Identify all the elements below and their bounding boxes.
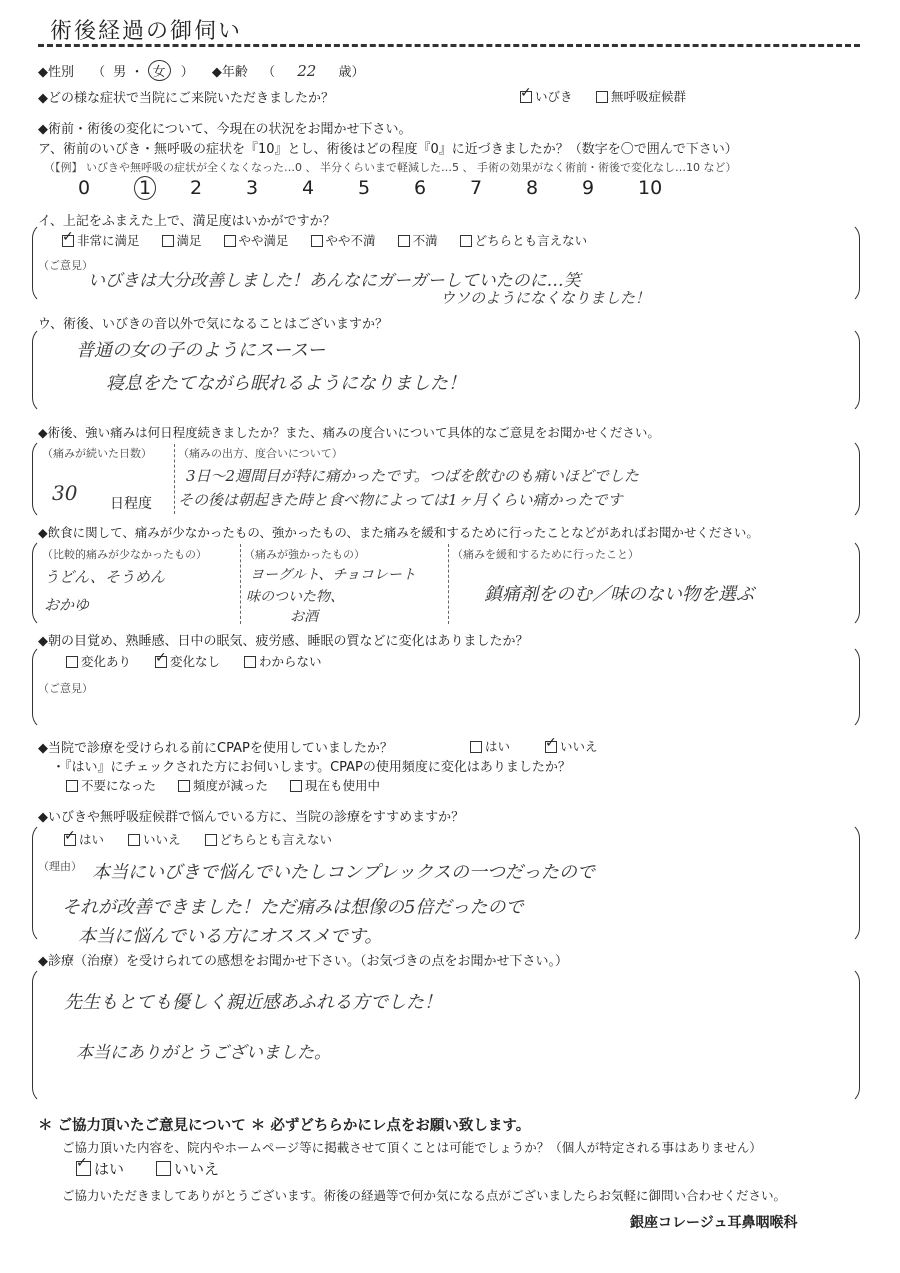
checkbox-icon[interactable] xyxy=(64,834,76,846)
checkbox-icon[interactable] xyxy=(66,656,78,668)
scale-0[interactable]: 0 xyxy=(78,177,91,199)
satisfaction-answer-line1[interactable]: いびきは大分改善しました！あんなにガーガーしていたのに…笑 xyxy=(88,271,581,291)
recommend-question: ◆いびきや無呼吸症候群で悩んでいる方に、当院の診療をすすめますか？ xyxy=(38,810,465,825)
satisfaction-option[interactable]: 不満 xyxy=(398,233,438,248)
sleep-option[interactable]: わからない xyxy=(244,654,322,669)
scale-6[interactable]: 6 xyxy=(414,177,427,199)
checkbox-icon[interactable] xyxy=(244,656,256,668)
column-divider xyxy=(174,444,175,514)
food-question: ◆飲食に関して、痛みが少なかったもの、強かったもの、また痛みを緩和するために行ったことなどがあればお聞かせください。 xyxy=(38,525,759,540)
sleep-option[interactable]: 変化あり xyxy=(66,654,131,669)
pain-days-value[interactable]: 30 xyxy=(52,481,78,505)
other-question: ウ、術後、いびきの音以外で気になることはございますか？ xyxy=(38,317,388,332)
cpap-sub-question: ・『はい』にチェックされた方にお伺いします。CPAPの使用頻度に変化はありましたか？ xyxy=(52,760,571,775)
food-relief-label: （痛みを緩和するために行ったこと） xyxy=(452,548,639,561)
recommend-answer-line3[interactable]: 本当に悩んでいる方にオススメです。 xyxy=(78,926,383,947)
change-heading: ◆術前・術後の変化について、今現在の状況をお聞かせ下さい。 xyxy=(38,122,412,137)
food-less-line1[interactable]: うどん、そうめん xyxy=(44,568,165,586)
pain-detail-line2[interactable]: その後は朝起きた時と食べ物によっては1ヶ月くらい痛かったです xyxy=(178,491,623,509)
checkbox-icon[interactable] xyxy=(205,834,217,846)
consent-option-yes[interactable]: ✓はい xyxy=(76,1158,124,1179)
satisfaction-option[interactable]: ✓非常に満足 xyxy=(62,233,140,248)
checkbox-icon[interactable] xyxy=(76,1161,91,1176)
impression-box xyxy=(32,966,860,1104)
recommend-answer-line2[interactable]: それが改善できました！ただ痛みは想像の5倍だったので xyxy=(62,897,524,918)
satisfaction-answer-line2[interactable]: ウソのようになくなりました！ xyxy=(440,289,651,307)
pain-detail-line1[interactable]: 3日〜2週間目が特に痛かったです。つばを飲むのも痛いほどでした xyxy=(186,467,639,485)
checkbox-icon[interactable] xyxy=(66,780,78,792)
satisfaction-option[interactable]: 満足 xyxy=(162,233,202,248)
checkbox-icon[interactable] xyxy=(545,741,557,753)
sleep-question: ◆朝の目覚め、熟睡感、日中の眠気、疲労感、睡眠の質などに変化はありましたか？ xyxy=(38,634,529,649)
column-divider xyxy=(448,544,449,624)
checkbox-icon[interactable] xyxy=(62,235,74,247)
gender-female-selected[interactable]: 女 xyxy=(148,60,171,81)
checkbox-icon[interactable] xyxy=(460,235,472,247)
checkbox-icon[interactable] xyxy=(520,91,532,103)
gender-row xyxy=(38,60,364,81)
checkbox-icon[interactable] xyxy=(596,91,608,103)
cpap-sub-option[interactable]: 現在も使用中 xyxy=(290,778,380,793)
scale-10[interactable]: 10 xyxy=(638,177,663,199)
recommend-option[interactable]: ✓はい xyxy=(64,832,104,847)
recommend-option[interactable]: どちらとも言えない xyxy=(205,832,333,847)
age-value[interactable]: 22 xyxy=(297,62,317,80)
symptom-question: ◆どの様な症状で当院にご来院いただきましたか？ xyxy=(38,91,334,106)
gender-open: （ xyxy=(92,65,106,80)
symptom-option-snoring[interactable]: ✓ いびき xyxy=(520,87,573,105)
age-unit: 歳） xyxy=(338,65,365,80)
scale-7[interactable]: 7 xyxy=(470,177,483,199)
consent-thanks: ご協力いただきましてありがとうございます。術後の経過等で何か気になる点がございましたらお気軽に御問い合わせください。 xyxy=(62,1188,787,1203)
scale-9[interactable]: 9 xyxy=(582,177,595,199)
scale-3[interactable]: 3 xyxy=(246,177,259,199)
consent-question: ご協力頂いた内容を、院内やホームページ等に掲載させて頂くことは可能でしょうか？（個人が特定される事はありません） xyxy=(62,1140,762,1155)
checkbox-icon[interactable] xyxy=(156,1161,171,1176)
sleep-options xyxy=(66,652,322,670)
cpap-sub-option[interactable]: 頻度が減った xyxy=(178,778,268,793)
cpap-sub-options xyxy=(66,776,380,794)
cpap-question: ◆当院で診療を受けられる前にCPAPを使用していましたか？ xyxy=(38,741,393,756)
impression-answer-line1[interactable]: 先生もとても優しく親近感あふれる方でした！ xyxy=(64,992,442,1013)
checkbox-icon[interactable] xyxy=(155,656,167,668)
impression-question: ◆診療（治療）を受けられての感想をお聞かせ下さい。（お気づきの点をお聞かせ下さい。） xyxy=(38,954,568,969)
satisfaction-opinion-label: （ご意見） xyxy=(38,259,93,272)
food-strong-label: （痛みが強かったもの） xyxy=(244,548,365,561)
sleep-opinion-label: （ご意見） xyxy=(38,682,93,695)
food-less-label: （比較的痛みが少なかったもの） xyxy=(42,548,207,561)
recommend-answer-line1[interactable]: 本当にいびきで悩んでいたしコンプレックスの一つだったので xyxy=(92,862,595,883)
checkbox-icon[interactable] xyxy=(178,780,190,792)
clinic-name: 銀座コレージュ耳鼻咽喉科 xyxy=(630,1215,798,1231)
checkbox-icon[interactable] xyxy=(311,235,323,247)
food-strong-line1[interactable]: ヨーグルト、チョコレート xyxy=(250,567,416,583)
impression-answer-line2[interactable]: 本当にありがとうございました。 xyxy=(76,1043,331,1063)
checkbox-icon[interactable] xyxy=(470,741,482,753)
food-strong-line2[interactable]: 味のついた物、 xyxy=(246,589,344,605)
title-divider xyxy=(38,44,860,47)
pain-days-label: （痛みが続いた日数） xyxy=(42,447,152,460)
change-example: （【例】 いびきや無呼吸の症状が全くなくなった…0 、 半分くらいまで軽減した…5 、 手術の効果がなく術前・術後で変化なし…10 など） xyxy=(44,161,737,174)
severity-scale xyxy=(78,176,678,200)
pain-question: ◆術後、強い痛みは何日程度続きましたか？また、痛みの度合いについて具体的なご意見をお聞かせください。 xyxy=(38,425,660,440)
scale-4[interactable]: 4 xyxy=(302,177,315,199)
scale-8[interactable]: 8 xyxy=(526,177,539,199)
satisfaction-options xyxy=(62,231,587,249)
other-answer-line2[interactable]: 寝息をたてながら眠れるようになりました！ xyxy=(106,373,466,394)
age-label: ◆年齢 xyxy=(211,65,248,80)
age-open: （ xyxy=(262,65,276,80)
recommend-option[interactable]: いいえ xyxy=(128,832,181,847)
food-less-line2[interactable]: おかゆ xyxy=(44,596,90,614)
food-strong-line3[interactable]: お酒 xyxy=(290,609,318,625)
satisfaction-option[interactable]: やや満足 xyxy=(224,233,289,248)
cpap-option-no[interactable]: ✓ いいえ xyxy=(545,737,598,755)
scale-5[interactable]: 5 xyxy=(358,177,371,199)
satisfaction-option[interactable]: どちらとも言えない xyxy=(460,233,588,248)
consent-option-no[interactable]: いいえ xyxy=(156,1158,219,1179)
checkbox-icon[interactable] xyxy=(290,780,302,792)
recommend-options xyxy=(64,830,332,848)
consent-heading: ＊ ご協力頂いたご意見について ＊ 必ずどちらかにレ点をお願い致します。 xyxy=(38,1118,531,1134)
cpap-sub-option[interactable]: 不要になった xyxy=(66,778,156,793)
scale-1-selected[interactable]: 1 xyxy=(134,176,156,200)
recommend-reason-label: （理由） xyxy=(38,860,82,873)
pain-days-unit: 日程度 xyxy=(110,496,152,512)
gender-label: ◆性別 xyxy=(38,65,74,80)
food-relief-line1[interactable]: 鎮痛剤をのむ／味のない物を選ぶ xyxy=(484,584,754,605)
scale-2[interactable]: 2 xyxy=(190,177,203,199)
checkbox-icon[interactable] xyxy=(162,235,174,247)
sleep-option[interactable]: ✓ 変化なし xyxy=(155,654,220,669)
checkbox-icon[interactable] xyxy=(224,235,236,247)
page-title: 術後経過の御伺い xyxy=(50,19,243,44)
change-question: ア、術前のいびき・無呼吸の症状を『10』とし、術後はどの程度『0』に近づきましたか？（数字を〇で囲んで下さい） xyxy=(38,142,738,157)
pain-detail-label: （痛みの出方、度合いについて） xyxy=(178,447,343,460)
column-divider xyxy=(240,544,241,624)
other-answer-line1[interactable]: 普通の女の子のようにスースー xyxy=(76,340,326,361)
checkbox-icon[interactable] xyxy=(398,235,410,247)
satisfaction-option[interactable]: やや不満 xyxy=(311,233,376,248)
gender-male[interactable]: 男 xyxy=(113,65,127,80)
satisfaction-question: イ、上記をふまえた上で、満足度はいかがですか？ xyxy=(38,214,336,229)
checkbox-icon[interactable] xyxy=(128,834,140,846)
gender-close: ） xyxy=(180,65,194,80)
cpap-option-yes[interactable]: はい xyxy=(470,737,510,755)
symptom-option-apnea[interactable]: 無呼吸症候群 xyxy=(596,87,686,105)
gender-dot: ・ xyxy=(130,65,144,80)
